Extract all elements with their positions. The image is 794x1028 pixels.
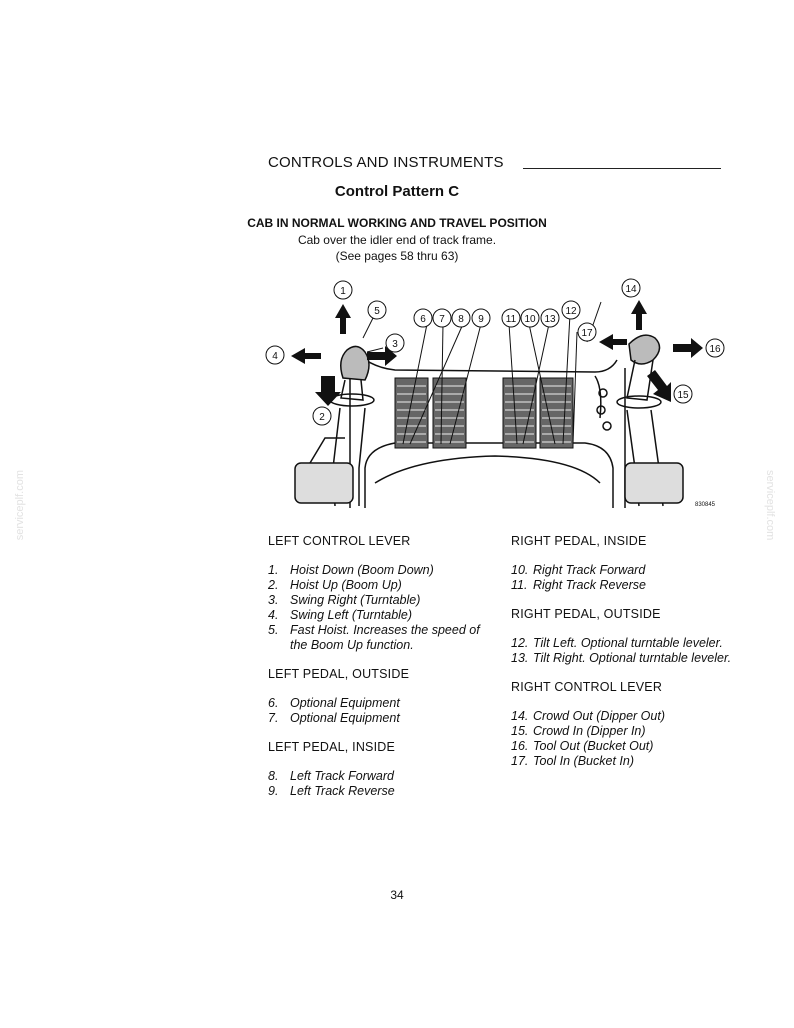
svg-text:14: 14: [625, 284, 637, 295]
section-heading: LEFT PEDAL, INSIDE: [268, 740, 396, 754]
list-item: 10. Right Track Forward: [511, 563, 646, 577]
watermark-left: serviceplf.com: [14, 470, 26, 541]
callout-2: [313, 407, 331, 425]
section-header: CONTROLS AND INSTRUMENTS: [268, 154, 504, 171]
section-heading: RIGHT PEDAL, OUTSIDE: [511, 607, 661, 621]
callout-14: [622, 279, 640, 297]
diagram-subtitle: CAB IN NORMAL WORKING AND TRAVEL POSITION: [247, 216, 547, 230]
svg-text:5: 5: [374, 306, 380, 317]
callout-15: [674, 385, 692, 403]
svg-text:6: 6: [420, 314, 426, 325]
callout-6: [414, 309, 432, 327]
svg-text:3: 3: [392, 339, 398, 350]
left-column: [268, 534, 498, 813]
callout-8: [452, 309, 470, 327]
list-item: 15. Crowd In (Dipper In): [511, 724, 646, 738]
list-item: 3. Swing Right (Turntable): [268, 593, 421, 607]
list-item: 2. Hoist Up (Boom Up): [268, 578, 402, 592]
svg-text:13: 13: [544, 314, 556, 325]
callout-13: [541, 309, 559, 327]
page-title: Control Pattern C: [334, 183, 460, 200]
diagram-caption-line2: (See pages 58 thru 63): [335, 249, 459, 263]
list-item: 13. Tilt Right. Optional turntable leveler.: [511, 651, 732, 665]
svg-text:8: 8: [458, 314, 464, 325]
list-item: 9. Left Track Reverse: [268, 784, 395, 798]
figure-code: 830845: [695, 502, 716, 508]
list-item: 1. Hoist Down (Boom Down): [268, 563, 434, 577]
callout-10: [521, 309, 539, 327]
section-heading: LEFT CONTROL LEVER: [268, 534, 411, 548]
arrow-down-left: [315, 376, 341, 406]
list-item: 8. Left Track Forward: [268, 769, 394, 783]
list-item: 7. Optional Equipment: [268, 711, 400, 725]
arrow-right: [673, 338, 703, 358]
list-item: 14. Crowd Out (Dipper Out): [511, 709, 665, 723]
callout-5: [368, 301, 386, 319]
header-rule: [523, 168, 721, 169]
svg-text:7: 7: [439, 314, 445, 325]
svg-text:4: 4: [272, 351, 278, 362]
list-item: 5. Fast Hoist. Increases the speed of the Boom Up function.: [268, 623, 480, 652]
arrow-left: [291, 348, 321, 364]
section-heading: RIGHT CONTROL LEVER: [511, 680, 663, 694]
callout-16: [706, 339, 724, 357]
right-pedal-inside-list: [511, 563, 741, 593]
callout-1: [334, 281, 352, 299]
callout-12: [562, 301, 580, 319]
svg-text:2: 2: [319, 412, 325, 423]
list-item: 17. Tool In (Bucket In): [511, 754, 634, 768]
watermark-right: serviceplf.com: [764, 470, 776, 541]
svg-text:16: 16: [709, 344, 721, 355]
right-pedal-outside-list: [511, 636, 741, 666]
callout-4: [266, 346, 284, 364]
callout-11: [502, 309, 520, 327]
list-item: 16. Tool Out (Bucket Out): [511, 739, 654, 753]
left-control-lever-list: [268, 563, 498, 653]
callout-17: [578, 323, 596, 341]
arrow-left-right: [599, 334, 627, 350]
list-item: 6. Optional Equipment: [268, 696, 400, 710]
right-control-lever-list: [511, 709, 741, 769]
list-item: 12. Tilt Left. Optional turntable leveler.: [511, 636, 723, 650]
callout-3: [386, 334, 404, 352]
left-pedal-inside-list: [268, 769, 498, 799]
svg-text:12: 12: [565, 306, 577, 317]
left-pedal-outside-list: [268, 696, 498, 726]
callout-9: [472, 309, 490, 327]
svg-text:17: 17: [581, 328, 593, 339]
section-heading: LEFT PEDAL, OUTSIDE: [268, 667, 410, 681]
svg-text:9: 9: [478, 314, 484, 325]
section-heading: RIGHT PEDAL, INSIDE: [511, 534, 647, 548]
right-column: [511, 534, 741, 783]
arrow-up-right: [631, 300, 647, 330]
controls-diagram: [255, 268, 735, 518]
svg-text:10: 10: [524, 314, 536, 325]
list-item: 4. Swing Left (Turntable): [268, 608, 413, 622]
diagram-caption-line1: Cab over the idler end of track frame.: [297, 233, 497, 247]
list-item: 11. Right Track Reverse: [511, 578, 646, 592]
arrow-up-left: [335, 304, 351, 334]
svg-text:15: 15: [677, 390, 689, 401]
svg-text:1: 1: [340, 286, 346, 297]
callout-7: [433, 309, 451, 327]
svg-text:11: 11: [505, 314, 517, 325]
page-number: 34: [390, 888, 404, 902]
